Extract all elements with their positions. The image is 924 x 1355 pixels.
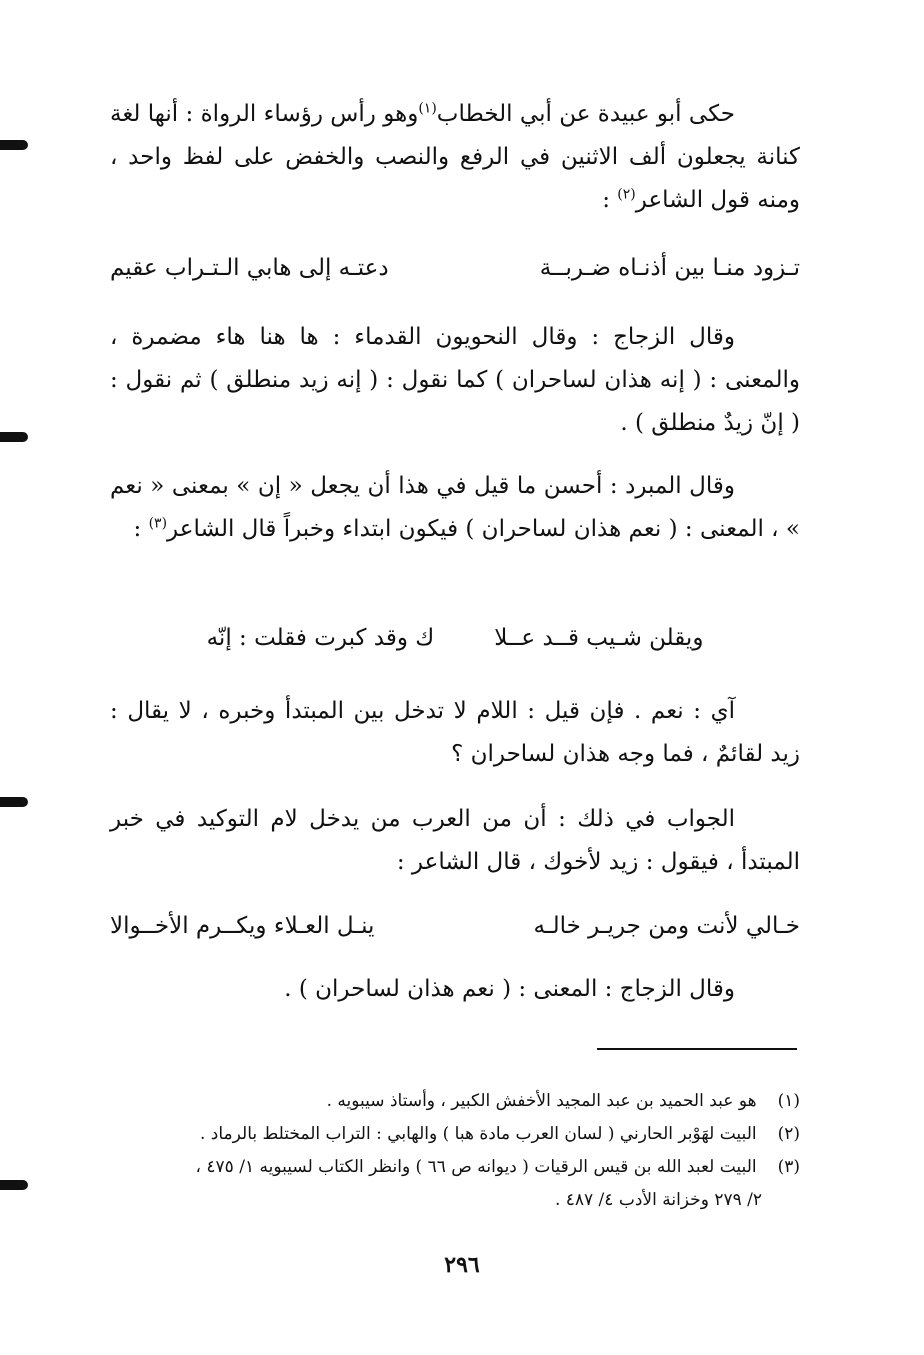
footnote-number: (٢) xyxy=(777,1124,800,1144)
paragraph-4: آي : نعم . فإن قيل : اللام لا تدخل بين المبتدأ وخبره ، لا يقال : زيد لقائمٌ ، فما وجه هذان لساحران ؟ xyxy=(110,698,800,767)
scan-edge-mark xyxy=(0,797,28,807)
footnote-number: (١) xyxy=(777,1091,800,1111)
footnote-ref: (١) xyxy=(418,100,437,117)
footnote-2 xyxy=(110,1118,800,1151)
verse-second-hemistich: دعتـه إلى هابي الـتـراب عقيم xyxy=(110,255,389,281)
paragraph-6: وقال الزجاج : المعنى : ( نعم هذان لساحران ) . xyxy=(284,976,735,1002)
footnote-text-continued: ٢/ ٢٧٩ وخزانة الأدب ٤/ ٤٨٧ . xyxy=(554,1190,762,1210)
paragraph-2: وقال الزجاج : وقال النحويون القدماء : ها هنا هاء مضمرة ، والمعنى : ( إنه هذان لساحران ) كما نقول : ( إنه زيد منطلق ) ثم نقول : ( إنّ زيدٌ منطلق ) . xyxy=(110,324,800,436)
verse-first-hemistich: ويقلن شـيب قــد عــلا xyxy=(494,625,704,651)
paragraph-3: وقال المبرد : أحسن ما قيل في هذا أن يجعل « إن » بمعنى « نعم » ، المعنى : ( نعم هذان لساحران ) فيكون ابتداء وخبراً قال الشاعر$^{(٣)}$ : xyxy=(110,473,800,542)
scan-edge-mark xyxy=(0,140,28,150)
verse-1 xyxy=(110,247,800,290)
footnote-1 xyxy=(110,1085,800,1118)
verse-2 xyxy=(110,617,800,660)
footnote-text: البيت لهَوْبر الحارني ( لسان العرب مادة هبا ) والهابي : التراب المختلط بالرماد . xyxy=(199,1124,757,1144)
verse-second-hemistich: ينـل العـلاء ويكــرم الأخــوالا xyxy=(110,913,375,939)
footnotes xyxy=(110,1085,800,1217)
verse-second-hemistich: ك وقد كبرت فقلت : إنّه xyxy=(206,625,435,651)
verse-3 xyxy=(110,905,800,948)
footnote-3 xyxy=(110,1151,800,1217)
footnote-separator xyxy=(597,1048,797,1050)
scan-edge-mark xyxy=(0,1180,28,1190)
scan-edge-mark xyxy=(0,432,28,442)
verse-first-hemistich: خـالي لأنت ومن جريـر خالـه xyxy=(533,913,800,939)
footnote-number: (٣) xyxy=(777,1157,800,1177)
verse-first-hemistich: تـزود منـا بين أذنـاه ضـربــة xyxy=(539,255,800,281)
paragraph-5: الجواب في ذلك : أن من العرب من يدخل لام التوكيد في خبر المبتدأ ، فيقول : زيد لأخوك ، قال الشاعر : xyxy=(110,806,800,875)
footnote-text: هو عبد الحميد بن عبد المجيد الأخفش الكبير ، وأستاذ سيبويه . xyxy=(326,1091,757,1111)
page-number: ٢٩٦ xyxy=(444,1252,480,1278)
footnote-ref: (٢) xyxy=(617,186,636,203)
footnote-text: البيت لعبد الله بن قيس الرقيات ( ديوانه ص ٦٦ ) وانظر الكتاب لسيبويه ١/ ٤٧٥ ، xyxy=(195,1157,757,1177)
paragraph-1: حكى أبو عبيدة عن أبي الخطاب$^{(١)}$وهو رأس رؤساء الرواة : أنها لغة كنانة يجعلون ألف الاثنين في الرفع والنصب والخفض على لفظ واحد ، ومنه قول الشاعر$^{(٢)}$ : xyxy=(110,100,800,213)
footnote-ref: (٣) xyxy=(148,515,168,532)
